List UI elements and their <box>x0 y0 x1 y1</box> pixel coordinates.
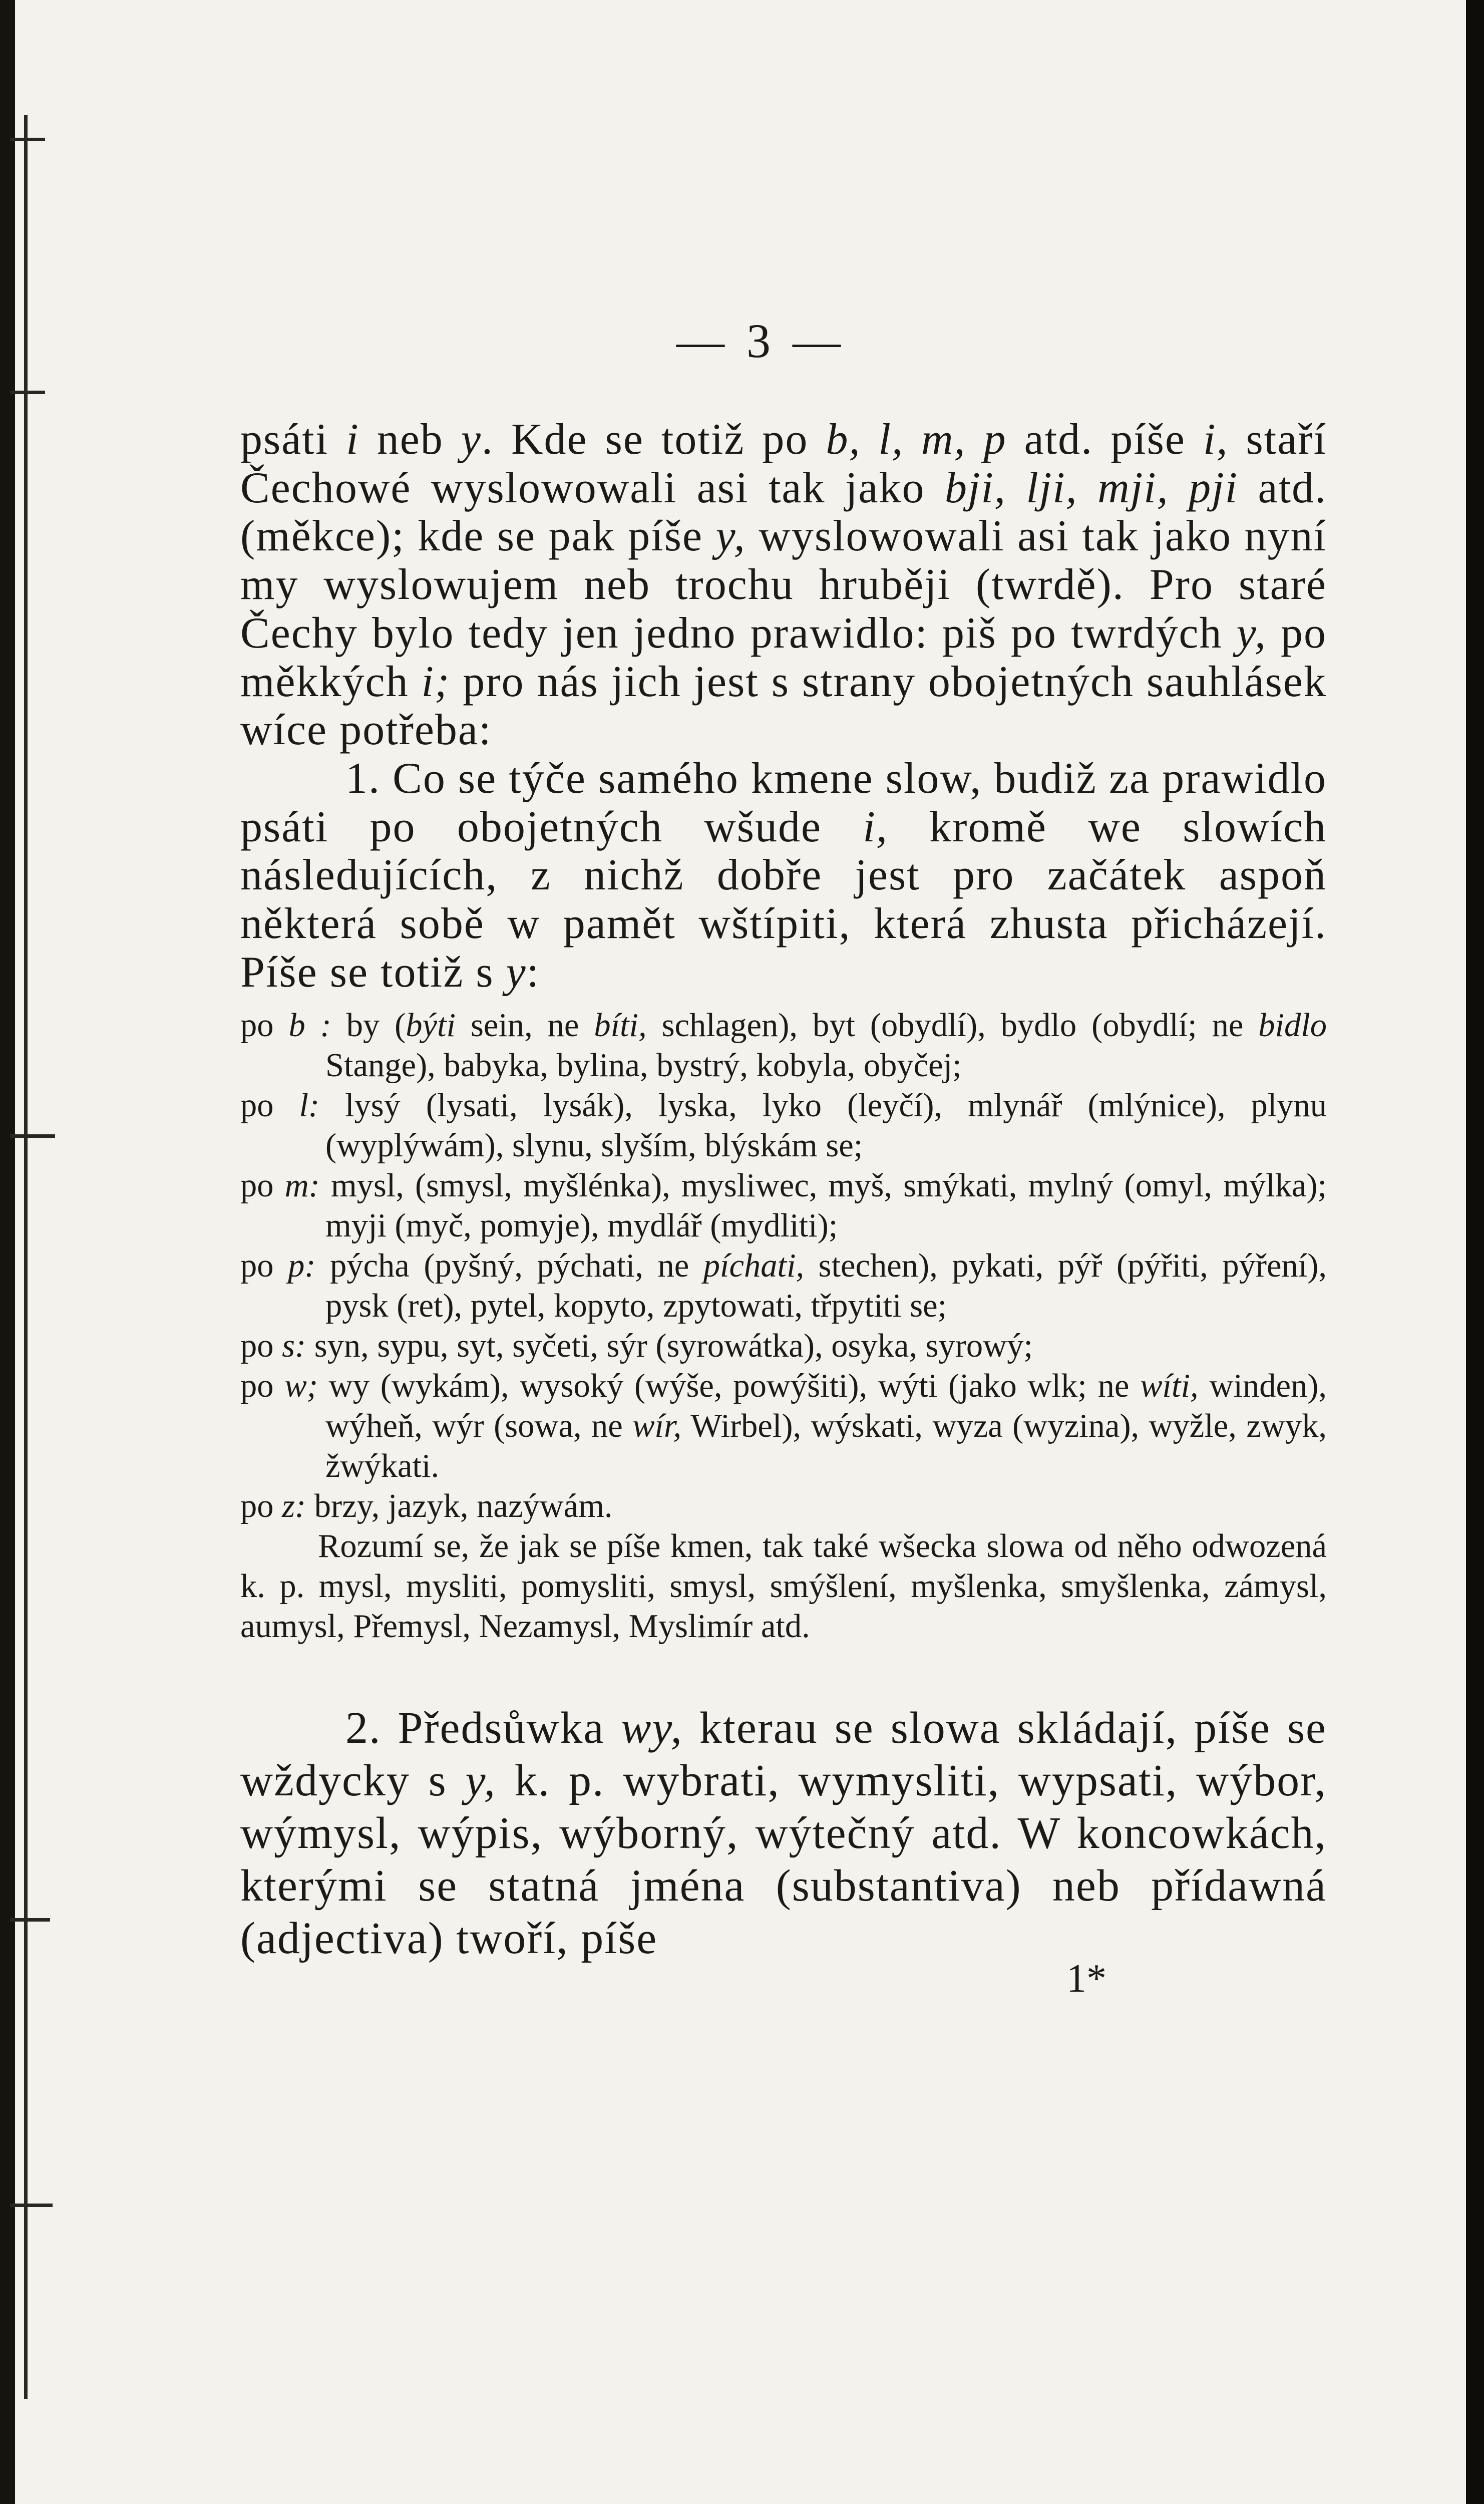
binding-tick <box>10 2204 53 2207</box>
italic-run: y <box>461 415 482 464</box>
italic-run: i, <box>1203 415 1229 464</box>
list-entry-w <box>240 1366 1327 1486</box>
text-run: kromě we slowích následujících, z nichž dobře jest pro začátek aspoň některá sobě w pamět wštípiti, která zhusta přicházejí. Píše se totiž s <box>240 802 1327 997</box>
italic-run: i <box>346 415 359 464</box>
text-run: winden), wýheň, wýr (sowa, ne <box>325 1368 1327 1445</box>
rule-1-paragraph <box>240 755 1327 997</box>
text-run: lysý (lysati, lysák), lyska, lyko (leyčí), mlynář (mlýnice), plynu (wyplýwám), slynu, slyším, blýskám se; <box>319 1087 1327 1164</box>
binding-tick <box>10 1918 50 1922</box>
text-run: atd. píše <box>1006 415 1204 464</box>
text-run: Stange), babyka, bylina, bystrý, kobyla, obyčej; <box>325 1047 962 1084</box>
italic-run: wíti, <box>1140 1368 1199 1405</box>
text-run: syn, sypu, syt, syčeti, sýr (syrowátka), osyka, syrowý; <box>306 1328 1033 1365</box>
italic-run: i, <box>863 802 888 851</box>
text-run: 2. Předsůwka <box>345 1703 621 1753</box>
italic-run: y <box>506 948 527 997</box>
binding-tick <box>10 1134 55 1138</box>
italic-run: wy, <box>621 1703 683 1753</box>
text-run: neb <box>359 415 461 464</box>
text-run: sein, ne <box>456 1007 594 1044</box>
text-run: psáti <box>240 415 346 464</box>
italic-run: bíti, <box>594 1007 647 1044</box>
note-paragraph: Rozumí se, že jak se píše kmen, tak také wšecka slowa od něho odwozená k. p. mysl, mysliti, pomysliti, smysl, smýšlení, myšlenka, smyšlenka, zámysl, aumysl, Přemysl, Nezamysl, Myslimír atd. <box>240 1528 1327 1645</box>
italic-run: y, <box>715 512 746 561</box>
scan-edge-right <box>1466 0 1484 2504</box>
text-run: pro nás jich jest s strany obojetných sauhlásek wíce potřeba: <box>240 657 1327 755</box>
italic-run: bidlo <box>1258 1007 1327 1044</box>
italic-run: wír, <box>632 1408 682 1445</box>
entry-letter: p: <box>288 1247 316 1285</box>
text-run: Wirbel), wýskati, wyza (wyzina), wyžle, zwyk, žwýkati. <box>325 1408 1327 1485</box>
text-run: . Kde se totiž po <box>481 415 826 464</box>
text-run: po měkkých <box>240 608 1327 706</box>
entry-letter: b : <box>288 1007 331 1044</box>
italic-run: píchati, <box>703 1247 805 1285</box>
entry-letter: s: <box>282 1328 306 1365</box>
italic-run: y, <box>1236 608 1267 658</box>
entry-lead: po <box>240 1488 282 1525</box>
italic-run: b, l, m, p <box>826 415 1007 464</box>
entry-lead: po <box>240 1368 285 1405</box>
text-run: kterau se slowa skládají, píše se wždycky s <box>240 1703 1327 1806</box>
text-run: mysl, (smysl, myšlénka), mysliwec, myš, smýkati, mylný (omyl, mýlka); myji (myč, pomyje), mydlář (mydliti); <box>319 1167 1327 1244</box>
list-entry-m <box>240 1166 1327 1246</box>
text-run: wyslowowali asi tak jako nyní my wyslowujem neb trochu hruběji (twrdě). Pro staré Čechy bylo tedy jen jedno prawidlo: piš po twrdých <box>240 512 1327 658</box>
entry-lead: po <box>240 1247 288 1285</box>
scan-edge-left <box>0 0 15 2504</box>
binding-rule <box>24 115 28 2399</box>
word-list <box>240 1006 1327 1647</box>
rule-2-paragraph <box>240 1702 1327 1965</box>
text-run: k. p. wybrati, wymysliti, wypsati, wýbor, wýmysl, wýpis, wýborný, wýtečný atd. W koncowkách, kterými se statná jména (substantiva) neb přídawná (adjectiva) twoří, píše <box>240 1756 1327 1964</box>
italic-run: y, <box>465 1756 496 1806</box>
text-run: atd. (měkce); kde se pak píše <box>240 463 1327 561</box>
text-run: by ( <box>331 1007 406 1044</box>
signature-mark: 1* <box>1066 1957 1106 2001</box>
text-run: 1. Co se týče samého kmene slow, budiž za prawidlo psáti po obojetných wšude <box>240 754 1327 851</box>
intro-paragraph <box>240 416 1327 755</box>
list-entry-b <box>240 1006 1327 1086</box>
text-run: pýcha (pyšný, pýchati, ne <box>315 1247 703 1285</box>
entry-letter: z: <box>282 1488 306 1525</box>
italic-run: i; <box>421 657 451 706</box>
text-run: brzy, jazyk, nazýwám. <box>306 1488 613 1525</box>
list-entry-z <box>240 1486 1327 1526</box>
entry-lead: po <box>240 1328 282 1365</box>
entry-lead: po <box>240 1167 285 1204</box>
text-run: stechen), pykati, pýř (pýřiti, pýření), pysk (ret), pytel, kopyto, zpytowati, třpytiti se; <box>325 1247 1327 1325</box>
list-entry-s <box>240 1326 1327 1366</box>
page-body <box>240 416 1327 1999</box>
list-entry-l <box>240 1086 1327 1166</box>
entry-letter: w; <box>284 1368 318 1405</box>
binding-tick <box>10 138 45 141</box>
page-number: — 3 — <box>676 314 846 368</box>
binding-tick <box>10 391 45 394</box>
entry-letter: m: <box>284 1167 320 1204</box>
text-run: staří Čechowé wyslowowali asi tak jako <box>240 415 1327 512</box>
entry-lead: po <box>240 1087 299 1124</box>
italic-run: býti <box>406 1007 456 1044</box>
text-run: schlagen), byt (obydlí), bydlo (obydlí; ne <box>646 1007 1259 1044</box>
italic-run: bji, lji, mji, pji <box>944 463 1238 512</box>
list-entry-p <box>240 1246 1327 1326</box>
entry-letter: l: <box>299 1087 320 1124</box>
text-run: : <box>526 948 540 997</box>
entry-lead: po <box>240 1007 289 1044</box>
text-run: wy (wykám), wysoký (wýše, powýšiti), wýti (jako wlk; ne <box>317 1368 1141 1405</box>
